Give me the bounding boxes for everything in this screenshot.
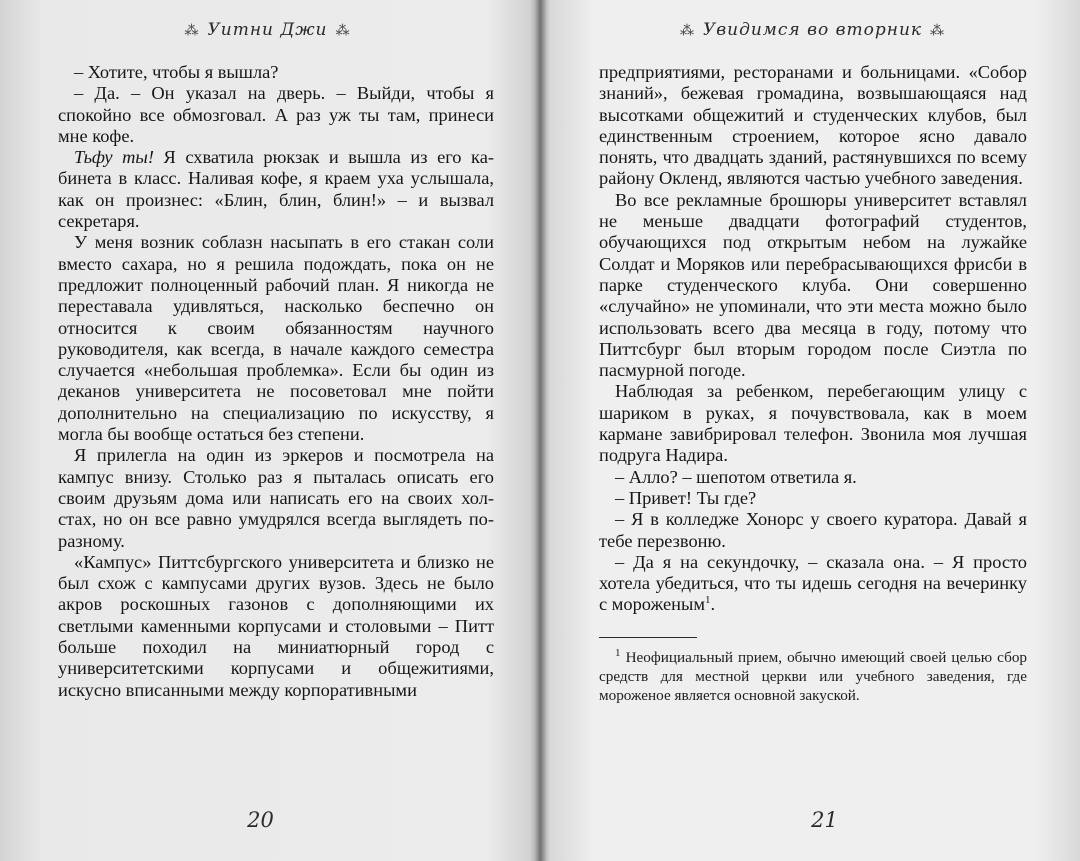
- left-page-text: [58, 62, 494, 701]
- right-head-ornament-icon: ⁂: [930, 23, 946, 39]
- right-page: [545, 0, 1080, 861]
- left-paragraph: «Кампус» Питтсбургского университета и близко не был схож с кампусами других вузов. Здесь не было акров роскошных газонов с дополняющими их светлыми каменными корпусами и столовыми – Питт больше походил на миниатюрный город с университетскими корпусами и общежитиями, искусно вписанными между корпоративными: [58, 551, 494, 700]
- left-paragraph: – Хотите, чтобы я вышла?: [74, 62, 279, 82]
- right-paragraph: – Я в колледже Хонорс у своего куратора. Давай я тебе перезвоню.: [599, 509, 1027, 551]
- right-paragraph: Во все рекламные брошюры университет вставлял не меньше двадцати фотографий студентов, обучающихся под открытым небом на лужайке Солдат и Моряков или перебрасывающихся фрисби в парке студенческого клуба. Они совершенно «случайно» не упоминали, что эти места можно было использовать всего два месяца в году, потому что Питтсбург был вторым городом после Сиэтла по пасмурной погоде.: [599, 189, 1027, 381]
- left-paragraph: – Да. – Он указал на дверь. – Выйди, чтобы я спокойно все обмозговал. А раз уж ты там, принеси мне кофе.: [58, 83, 494, 146]
- footnote-number: 1: [615, 646, 621, 659]
- right-head-ornament-icon: ⁂: [679, 23, 695, 39]
- left-paragraph-text: Я схватила рюкзак и вышла из его кабинета в класс. Наливая кофе, я краем уха услышала, как он произнес: «Блин, блин, блин!» – и вызвал секретаря.: [58, 147, 495, 232]
- left-head-ornament-icon: ⁂: [335, 23, 351, 39]
- right-page-number: 21: [811, 808, 838, 832]
- footnote-rule: [599, 637, 697, 638]
- footnote: [599, 648, 1027, 705]
- right-paragraph-text: – Да я на секундочку, – сказала она. – Я просто хотела убедиться, что ты идешь сегодня на вечеринку с мороженым: [599, 551, 1027, 615]
- right-paragraph: Наблюдая за ребенком, перебегающим улицу с шариком в руках, я почувствовала, как в моем кармане завибрировал телефон. Звонила моя лучшая подруга Надира.: [599, 381, 1027, 466]
- exclamation-italic: Тьфу ты!: [74, 147, 154, 168]
- right-paragraph: – Привет! Ты где?: [615, 487, 757, 508]
- left-running-head: [0, 20, 535, 40]
- left-running-head-text: Уитни Джи: [207, 20, 328, 40]
- left-page: [0, 0, 535, 861]
- left-paragraph: [58, 147, 494, 232]
- right-paragraph: предприятиями, ресторанами и больницами. «Собор знаний», бежевая громадина, возвышающаяся над высотками общежитий и студенческих клубов, был единственным строением, которое ясно давало понять, что двадцать зданий, растянувшихся по всему району Окленд, являются частью учебного заведения.: [599, 62, 1027, 189]
- right-paragraph: – Алло? – шепотом ответила я.: [615, 466, 857, 487]
- left-head-ornament-icon: ⁂: [184, 23, 200, 39]
- right-running-head: [545, 20, 1080, 40]
- left-page-number: 20: [247, 808, 274, 832]
- right-page-text: [599, 62, 1027, 705]
- footnote-marker: 1: [705, 594, 711, 607]
- left-paragraph: У меня возник соблазн насыпать в его стакан соли вместо сахара, но я решила подождать, пока он не предложит полноценный рабочий план. Я никогда не переставала удивляться, насколько беспечно он относится к своим обязанностям научного руководителя, как всегда, в начале каждого семестра случается «небольшая проблемка». Если бы один из деканов университета не посоветовал мне пойти дополнительно на специализацию по искусству, я могла бы вообще остаться без степени.: [58, 232, 494, 445]
- right-running-head-text: Увидимся во вторник: [702, 20, 923, 40]
- footnote-text: Неофициальный прием, обычно имеющий своей целью сбор средств для местной церкви или учебного заведения, где мороженое является основной закуской.: [599, 648, 1028, 704]
- right-paragraph: – Да я на секундочку, – сказала она. – Я просто хотела убедиться, что ты идешь сегодня на вечеринку с мороженым$^1$.: [599, 551, 1027, 615]
- left-paragraph: Я прилегла на один из эркеров и посмотрела на кампус внизу. Столько раз я пыталась описать его своим друзьям дома или написать его на своих холстах, но он все равно умудрялся всегда выглядеть по-разному.: [58, 445, 494, 551]
